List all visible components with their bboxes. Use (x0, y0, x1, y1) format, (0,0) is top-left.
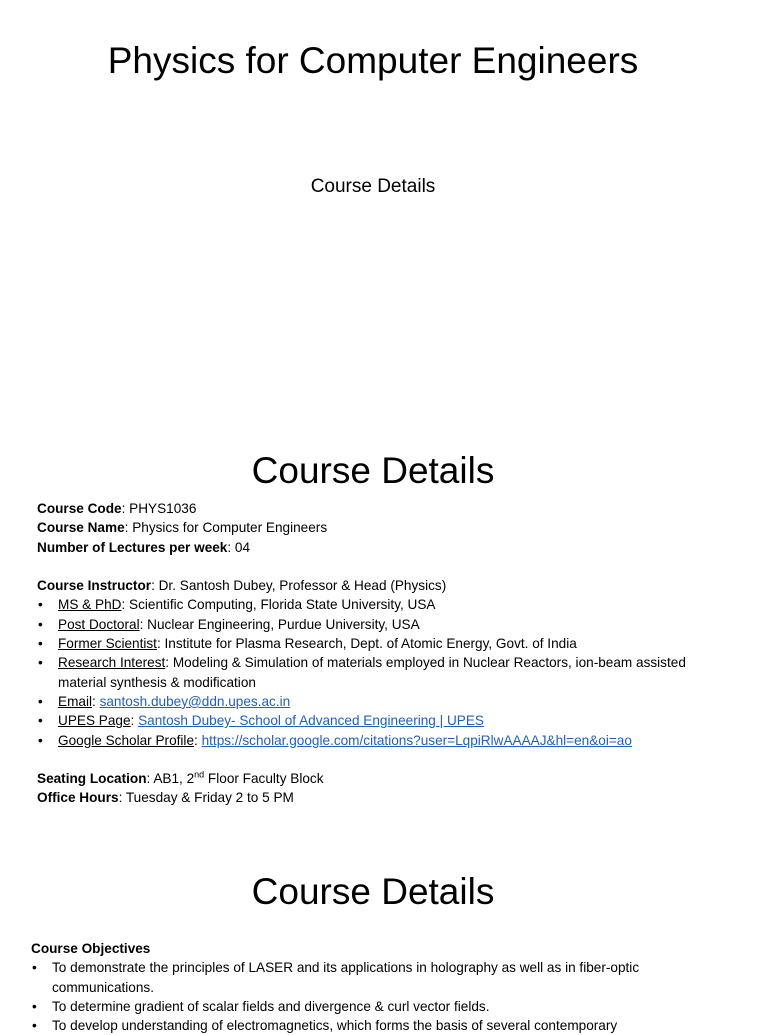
seating-label: Seating Location (37, 771, 147, 787)
objective-text: • To develop understanding of electromagnetics, which forms the basis of several contemporary (52, 1018, 618, 1034)
scholar-link[interactable]: https://scholar.google.com/citations?user=LqpiRlwAAAAJ&hl=en&oi=ao (201, 732, 632, 748)
course-details-body (37, 499, 742, 808)
seating-value: : AB1, 2 (146, 771, 195, 787)
deck-title: Physics for Computer Engineers (107, 40, 639, 81)
list-item (37, 653, 742, 692)
deck-subtitle: Course Details (310, 176, 436, 197)
list-item (37, 731, 742, 750)
course-details-slide-2 (0, 845, 768, 1034)
list-item (31, 1016, 736, 1035)
upes-page-label: UPES Page (58, 713, 131, 729)
instructor-label: Course Instructor (37, 578, 152, 594)
objectives-list (31, 958, 736, 1035)
separator: : (92, 693, 100, 709)
course-code-label: Course Code (37, 501, 122, 516)
lectures-line (37, 538, 742, 557)
bullet-label: Former Scientist (58, 636, 157, 652)
upes-page-link[interactable]: Santosh Dubey- School of Advanced Engineering | UPES (138, 713, 484, 729)
list-item (37, 692, 742, 711)
objectives-heading (31, 939, 736, 958)
office-hours-value: : Tuesday & Friday 2 to 5 PM (118, 790, 294, 806)
slide-title: Course Details (251, 450, 495, 491)
list-item (37, 595, 742, 614)
lectures-value: : 04 (227, 539, 251, 555)
list-item (31, 997, 736, 1016)
bullet-text: : Nuclear Engineering, Purdue University, USA (139, 616, 420, 632)
title-slide (0, 0, 768, 420)
seating-value-rest: Floor Faculty Block (204, 771, 324, 787)
instructor-value: : Dr. Santosh Dubey, Professor & Head (Physics) (151, 578, 447, 594)
instructor-bullets (37, 595, 742, 749)
course-code-value: : PHYS1036 (121, 501, 197, 516)
scholar-label: Google Scholar Profile (58, 732, 195, 748)
course-name-value: : Physics for Computer Engineers (124, 520, 328, 536)
bullet-text: : Modeling & Simulation of materials employed in Nuclear Reactors, ion-beam assisted (165, 655, 686, 671)
bullet-label: Research Interest (58, 655, 166, 671)
instructor-line (37, 576, 742, 595)
bullet-text: : Scientific Computing, Florida State University, USA (121, 597, 436, 613)
blank-line (37, 750, 742, 769)
bullet-label: MS & PhD (58, 597, 122, 613)
list-item (37, 615, 742, 634)
list-item (37, 711, 742, 730)
course-details-slide-1 (0, 420, 768, 845)
seating-line (37, 769, 742, 788)
objective-text: • To demonstrate the principles of LASER and its applications in holography as well as in fiber-optic (52, 960, 640, 976)
objective-text-continued: communications. (52, 979, 154, 995)
slide-title: Course Details (251, 871, 495, 912)
list-item (31, 958, 736, 997)
separator: : (130, 713, 139, 729)
list-item (37, 634, 742, 653)
bullet-text: : Institute for Plasma Research, Dept. of Atomic Energy, Govt. of India (156, 636, 577, 652)
bullet-label: Post Doctoral (58, 616, 140, 632)
email-link[interactable]: santosh.dubey@ddn.upes.ac.in (99, 693, 291, 709)
office-hours-line (37, 788, 742, 807)
office-hours-label: Office Hours (37, 790, 119, 806)
blank-line (37, 557, 742, 576)
bullet-text-continued: material synthesis & modification (58, 674, 256, 690)
objective-text: • To determine gradient of scalar fields and divergence & curl vector fields. (52, 998, 490, 1014)
objectives-label: Course Objectives (31, 941, 151, 956)
lectures-label: Number of Lectures per week (37, 539, 228, 555)
objectives-body (31, 939, 736, 1035)
course-name-line (37, 518, 742, 537)
course-code-line (37, 499, 742, 518)
ordinal-suffix: nd (194, 769, 205, 780)
email-label: Email (58, 693, 92, 709)
course-name-label: Course Name (37, 520, 125, 536)
separator: : (194, 732, 202, 748)
